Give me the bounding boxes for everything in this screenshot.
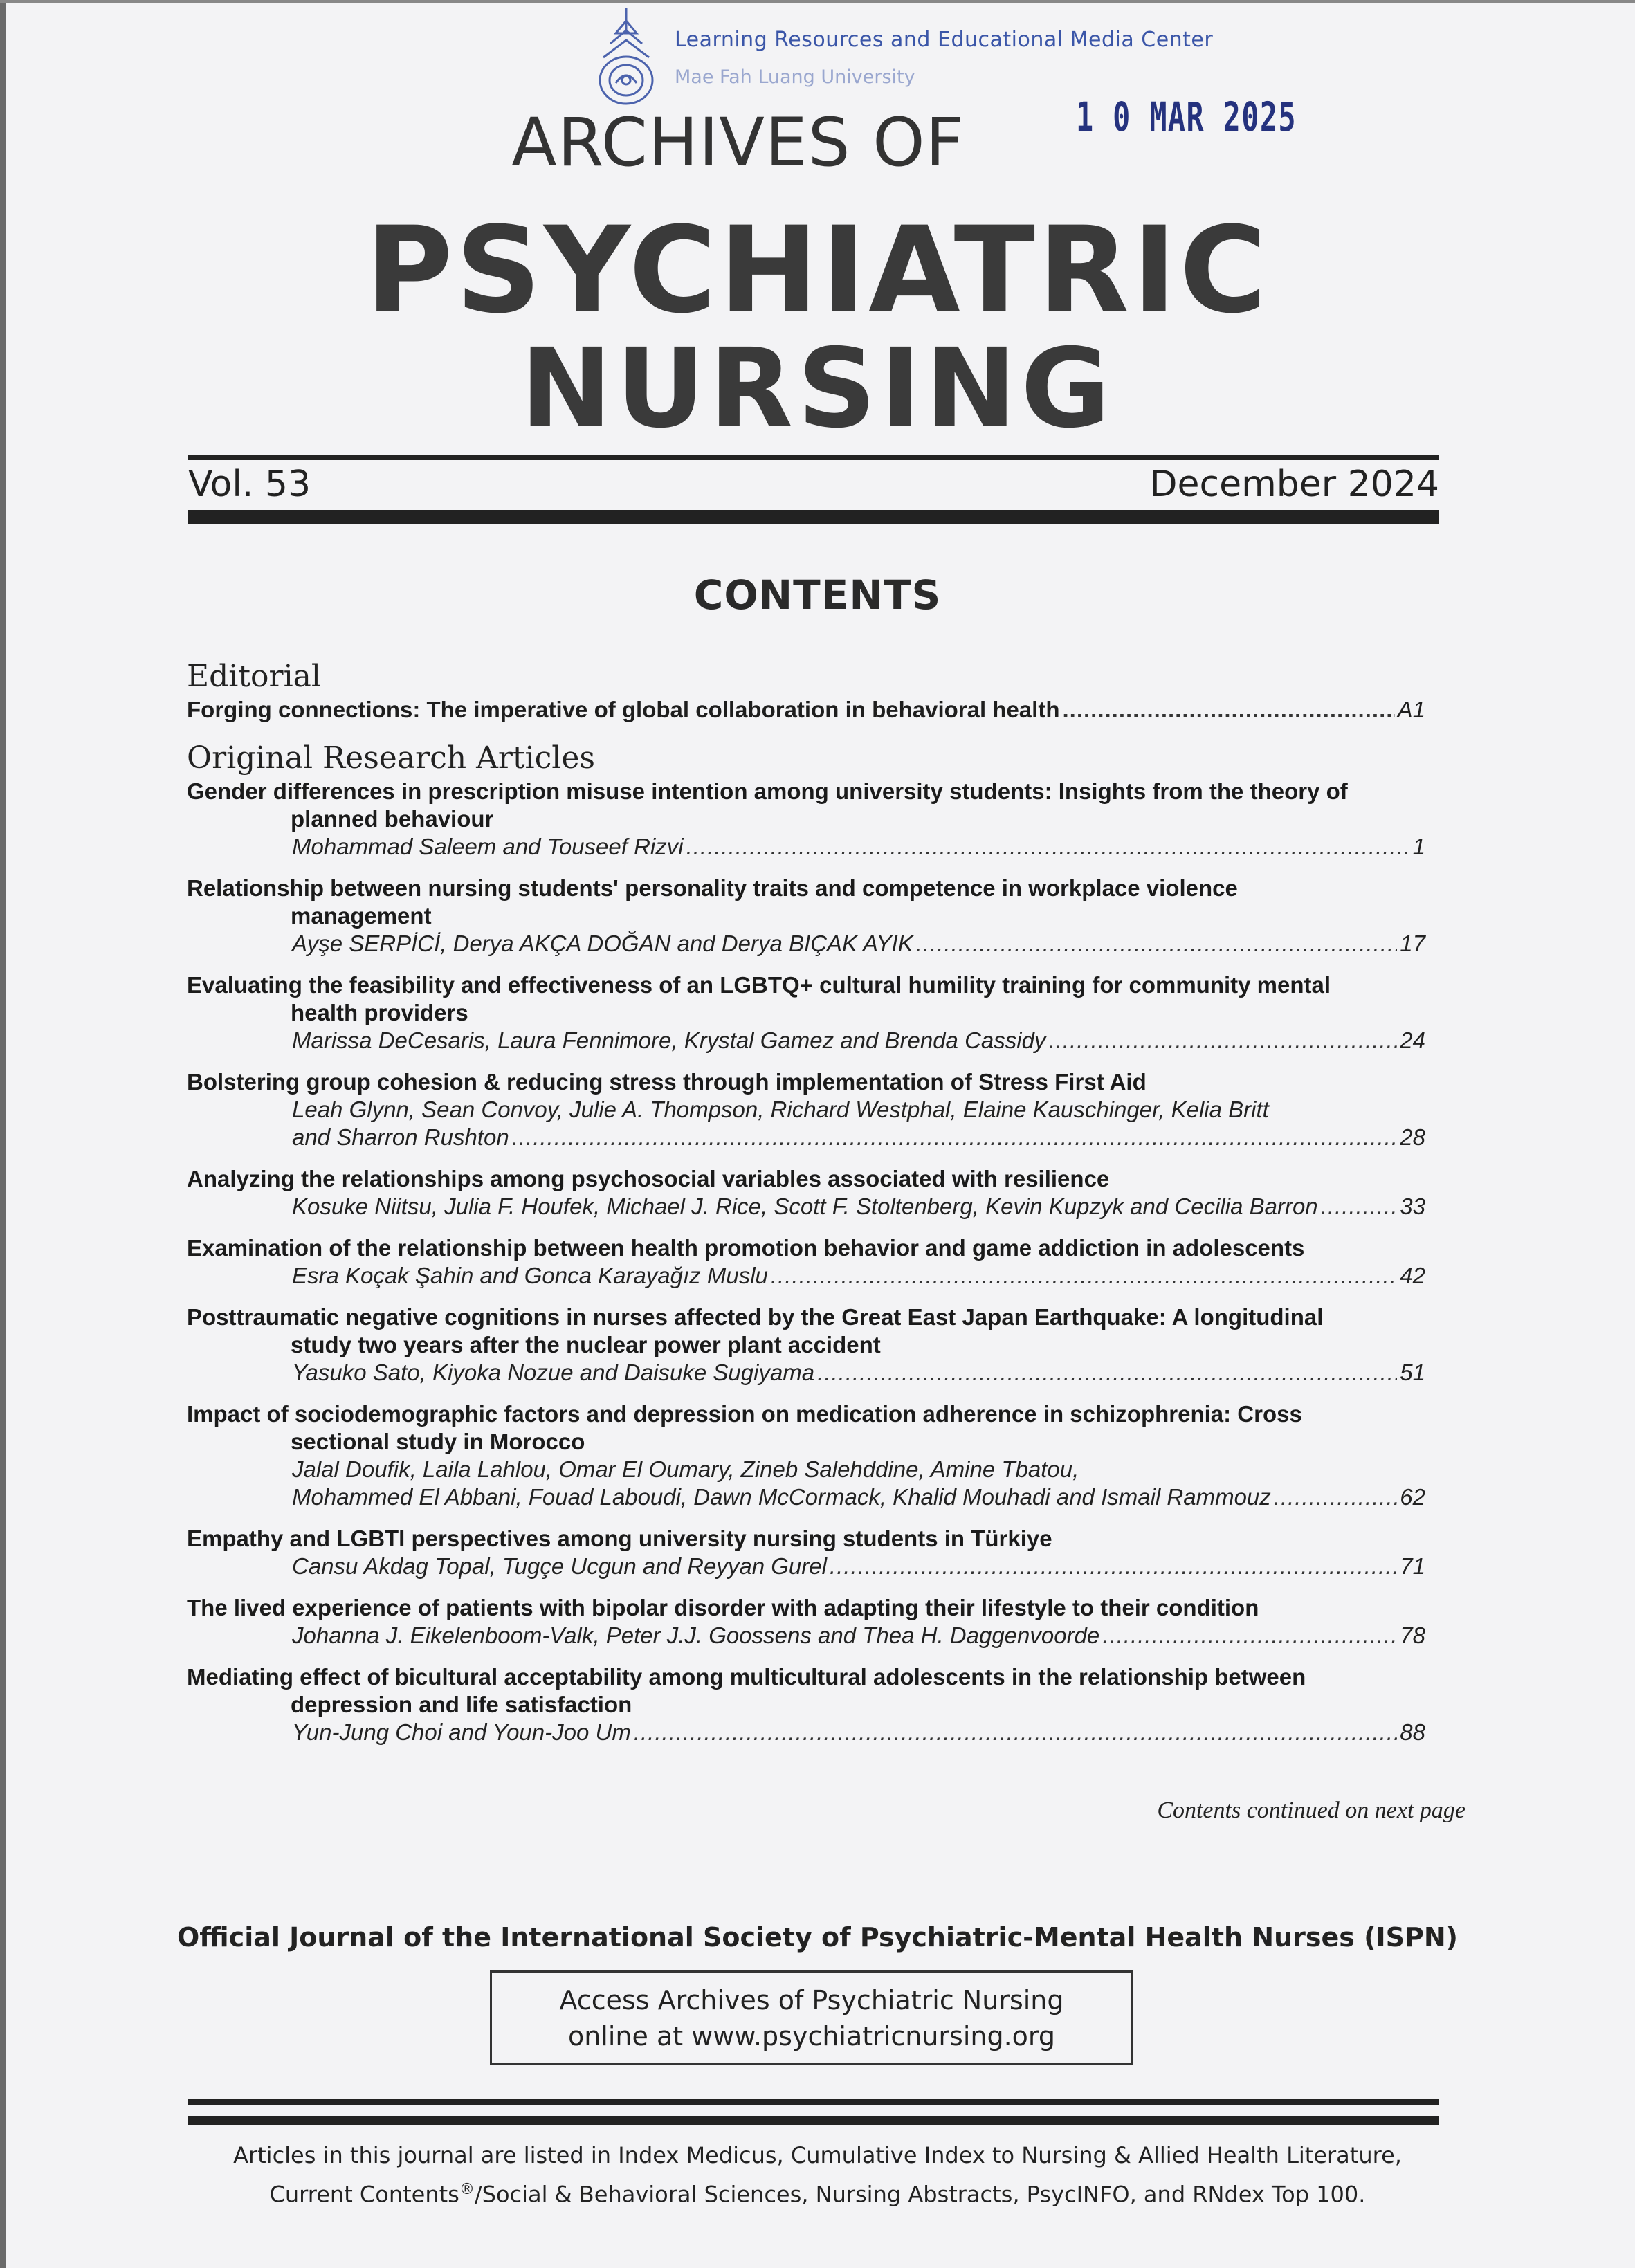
toc-entry-authors: Johanna J. Eikelenboom-Valk, Peter J.J. Goossens and Thea H. Daggenvoorde [292, 1622, 1100, 1648]
toc-entry-title: Evaluating the feasibility and effectiveness of an LGBTQ+ cultural humility training for community mental health providers [187, 972, 1331, 1025]
toc-entry-authors: Ayşe SERPİCİ, Derya AKÇA DOĞAN and Derya BIÇAK AYIK [292, 931, 913, 956]
toc-entry[interactable] [187, 1663, 1425, 1746]
section-heading-original-research: Original Research Articles [187, 740, 595, 776]
toc-entry[interactable] [187, 875, 1425, 958]
dot-leader [634, 1719, 1397, 1746]
table-of-contents [187, 657, 1425, 1746]
toc-entry-title: Mediating effect of bicultural acceptability among multicultural adolescents in the relationship between depression and life satisfaction [187, 1664, 1306, 1717]
toc-entry-title: The lived experience of patients with bipolar disorder with adapting their lifestyle to their condition [187, 1595, 1259, 1620]
access-line-url[interactable]: online at www.psychiatricnursing.org [567, 2021, 1056, 2051]
toc-page-number: 33 [1400, 1194, 1425, 1219]
official-journal-line: Official Journal of the International Society of Psychiatric-Mental Health Nurses (ISPN) [176, 1922, 1458, 1953]
registered-mark: ® [459, 2181, 475, 2198]
toc-page-number: A1 [1397, 697, 1425, 722]
toc-entry-authors: Cansu Akdag Topal, Tugçe Ucgun and Reyyan Gurel [292, 1553, 827, 1579]
section-heading-editorial: Editorial [187, 659, 321, 694]
dot-leader [1062, 696, 1394, 724]
toc-entry-authors: and Sharron Rushton [292, 1124, 509, 1150]
indexing-line-2: Current Contents®/Social & Behavioral Sciences, Nursing Abstracts, PsycINFO, and RNdex Top 100. [269, 2181, 1366, 2208]
toc-entry[interactable] [187, 971, 1425, 1054]
toc-entry-title: Posttraumatic negative cognitions in nurses affected by the Great East Japan Earthquake: A longitudinal study two years after the nuclear power plant accident [187, 1304, 1324, 1357]
scan-edge-top [0, 0, 1635, 3]
indexing-line-1: Articles in this journal are listed in Index Medicus, Cumulative Index to Nursing & Allied Health Literature, [233, 2142, 1402, 2168]
dot-leader [686, 833, 1410, 861]
access-line-title: Access Archives of Psychiatric Nursing [559, 1985, 1064, 2015]
toc-entry-authors: Marissa DeCesaris, Laura Fennimore, Krystal Gamez and Brenda Cassidy [292, 1027, 1046, 1053]
online-access-box[interactable] [490, 1970, 1133, 2065]
dot-leader [916, 930, 1398, 958]
toc-entry[interactable] [187, 1165, 1425, 1220]
toc-entry-authors: Kosuke Niitsu, Julia F. Houfek, Michael J. Rice, Scott F. Stoltenberg, Kevin Kupzyk and Cecilia Barron [292, 1194, 1318, 1219]
toc-entry-authors: Jalal Doufik, Laila Lahlou, Omar El Oumary, Zineb Salehddine, Amine Tbatou, [292, 1456, 1079, 1482]
contents-heading: CONTENTS [693, 571, 942, 619]
dot-leader [817, 1359, 1397, 1387]
dot-leader [1102, 1622, 1397, 1649]
issue-date: December 2024 [1149, 464, 1439, 505]
toc-entry[interactable] [187, 1068, 1425, 1151]
toc-entry-authors: Esra Koçak Şahin and Gonca Karayağız Muslu [292, 1263, 768, 1288]
toc-entry-title: Examination of the relationship between health promotion behavior and game addiction in adolescents [187, 1235, 1305, 1261]
stamp-university: Mae Fah Luang University [675, 66, 915, 88]
dot-leader [1274, 1483, 1398, 1511]
masthead-nursing: NURSING [520, 325, 1115, 452]
toc-page-number: 71 [1400, 1553, 1425, 1579]
contents-continued-note: Contents continued on next page [1157, 1798, 1465, 1823]
toc-page-number: 78 [1400, 1622, 1425, 1648]
toc-entry-title: Impact of sociodemographic factors and depression on medication adherence in schizophrenia: Cross sectional study in Morocco [187, 1401, 1302, 1454]
toc-entry-authors: Mohammed El Abbani, Fouad Laboudi, Dawn McCormack, Khalid Mouhadi and Ismail Rammouz [292, 1484, 1271, 1510]
toc-page-number: 42 [1400, 1263, 1425, 1288]
toc-page-number: 51 [1400, 1360, 1425, 1385]
toc-entry[interactable] [187, 696, 1425, 724]
masthead-archives-of: ARCHIVES OF [511, 104, 965, 181]
toc-entry-title: Gender differences in prescription misuse intention among university students: Insights from the theory of planned behaviour [187, 778, 1348, 832]
toc-entry-authors: Leah Glynn, Sean Convoy, Julie A. Thompson, Richard Westphal, Elaine Kauschinger, Kelia Britt [292, 1097, 1269, 1122]
toc-page-number: 24 [1400, 1027, 1425, 1053]
dot-leader [1321, 1193, 1398, 1220]
toc-entry-authors: Yasuko Sato, Kiyoka Nozue and Daisuke Sugiyama [292, 1360, 815, 1385]
dot-leader [830, 1553, 1397, 1580]
toc-page-number: 1 [1412, 834, 1425, 859]
toc-entry[interactable] [187, 1525, 1425, 1580]
toc-entry-title: Bolstering group cohesion & reducing stress through implementation of Stress First Aid [187, 1069, 1147, 1095]
toc-entry[interactable] [187, 1234, 1425, 1290]
toc-entry[interactable] [187, 1594, 1425, 1649]
toc-entry-title: Relationship between nursing students' personality traits and competence in workplace violence management [187, 875, 1238, 929]
toc-entry-title: Empathy and LGBTI perspectives among university nursing students in Türkiye [187, 1526, 1052, 1551]
indexing-note [0, 2138, 1635, 2212]
toc-page-number: 62 [1400, 1484, 1425, 1510]
toc-entry-authors: Yun-Jung Choi and Youn-Joo Um [292, 1719, 631, 1745]
stamp-date: 1 0 MAR 2025 [1076, 93, 1297, 140]
dot-leader [1048, 1027, 1397, 1054]
masthead-psychiatric: PSYCHIATRIC [365, 201, 1270, 340]
footer-rule-top [188, 2099, 1439, 2105]
volume-number: Vol. 53 [188, 464, 311, 505]
toc-page-number: 17 [1400, 931, 1425, 956]
toc-entry-title: Analyzing the relationships among psychosocial variables associated with resilience [187, 1166, 1110, 1191]
masthead-rule-bottom [188, 510, 1439, 524]
toc-page-number: 28 [1400, 1124, 1425, 1150]
toc-entry-title: Forging connections: The imperative of global collaboration in behavioral health [187, 697, 1060, 722]
toc-entry[interactable] [187, 1304, 1425, 1387]
toc-entry[interactable] [187, 1400, 1425, 1511]
stamp-institution: Learning Resources and Educational Media Center [675, 28, 1214, 52]
masthead-rule-top [188, 455, 1439, 460]
toc-page-number: 88 [1400, 1719, 1425, 1745]
footer-rule-bottom [188, 2116, 1439, 2125]
university-seal-icon [588, 6, 664, 109]
dot-leader [771, 1262, 1397, 1290]
toc-entry[interactable] [187, 778, 1425, 861]
dot-leader [512, 1124, 1398, 1151]
toc-entry-authors: Mohammad Saleem and Touseef Rizvi [292, 834, 684, 859]
